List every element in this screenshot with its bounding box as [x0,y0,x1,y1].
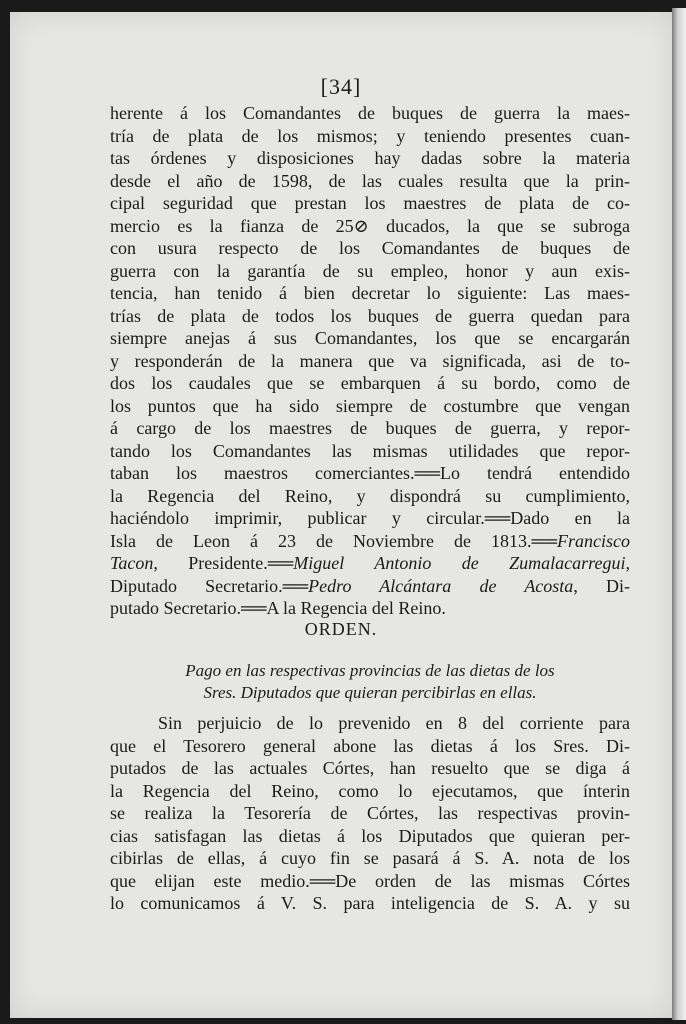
decree-line-7: con usura respecto de los Comandantes de buques de [110,238,630,258]
signature-role-secretario: Diputado Secretario.══ [110,575,309,596]
document-page [10,12,672,1018]
subtitle-line-2: Sres. Diputados que quieran percibirlas en ellas. [203,683,537,702]
order-line-2: que el Tesorero general abone las dietas á los Sres. Di- [110,735,630,756]
decree-line-18: la Regencia del Reino, y dispondrá su cumplimiento, [110,485,630,506]
order-line-7: cibirlas de ellas, á cuyo fin se pasará á S. A. nota de los [110,848,630,868]
decree-line-5: cipal seguridad que prestan los maestres de plata de co- [110,193,630,213]
signature-name-acosta: Pedro Alcántara de Acosta [308,575,574,596]
decree-line-13: dos los caudales que se embarquen á su bordo, como de [110,373,630,393]
order-line-8: que elijan este medio.══De orden de las mismas Córtes [110,870,630,891]
decree-line-14: los puntos que ha sido siempre de costumbre que vengan [110,395,630,416]
decree-line-19: haciéndolo imprimir, publicar y circular.══Dado en la [110,508,630,528]
decree-line-6: mercio es la fianza de 25⊘ ducados, la que se subroga [110,215,630,236]
order-line-6: cias satisfagan las dietas á los Diputados que quieran per- [110,825,630,846]
decree-line-15: á cargo de los maestres de buques de guerra, y repor- [110,418,630,438]
order-line-3: putados de las actuales Córtes, han resuelto que se diga á [110,758,630,778]
signature-line-1 [110,530,630,553]
decree-line-8: guerra con la garantía de su empleo, honor y aun exis- [110,260,630,281]
order-line-9: lo comunicamos á V. S. para inteligencia de S. A. y su [110,893,630,913]
decree-text [110,102,630,620]
decree-line-3: tas órdenes y disposiciones hay dadas sobre la materia [110,148,630,168]
signature-line-4: putado Secretario.══A la Regencia del Reino. [110,598,446,618]
signature-line-3 [110,575,630,598]
signature-name-tacon: Tacon [110,553,154,573]
order-line-5: se realiza la Tesorería de Córtes, las respectivas provin- [110,803,630,823]
decree-line-16: tando los Comandantes las mismas utilidades que repor- [110,440,630,461]
page-edge [672,8,686,1020]
page-number: [34] [320,74,362,99]
order-line-1: Sin perjuicio de lo prevenido en 8 del corriente para [158,713,630,733]
decree-line-9: tencia, han tenido á bien decretar lo siguiente: Las maes- [110,283,630,303]
signature-line-2 [110,552,630,575]
decree-line-1: herente á los Comandantes de buques de guerra la maes- [110,103,630,123]
signature-name-francisco: Francisco [557,530,630,551]
signature-role-continued: , Di- [573,575,630,596]
decree-line-12: y responderán de la manera que va significada, asi de to- [110,350,630,371]
section-heading: ORDEN. [304,619,378,639]
decree-line-4: desde el año de 1598, de las cuales resulta que la prin- [110,170,630,191]
order-text [110,712,630,915]
decree-line-10: trías de plata de todos los buques de guerra quedan para [110,305,630,326]
signature-date-text: Isla de Leon á 23 de Noviembre de 1813.══ [110,530,558,551]
order-line-4: la Regencia del Reino, como lo ejecutamos, que ínterin [110,780,630,801]
signature-name-zumalacarregui: Miguel Antonio de Zumalacarregui, [293,553,630,573]
decree-line-11: siempre anejas á sus Comandantes, los que se encargarán [110,328,630,348]
subtitle-line-1: Pago en las respectivas provincias de las dietas de los [185,661,555,680]
signature-role-presidente: , Presidente.══ [153,553,294,573]
decree-line-17: taban los maestros comerciantes.══Lo tendrá entendido [110,463,630,483]
section-subtitle [110,660,630,704]
decree-line-2: tría de plata de los mismos; y teniendo presentes cuan- [110,125,630,146]
